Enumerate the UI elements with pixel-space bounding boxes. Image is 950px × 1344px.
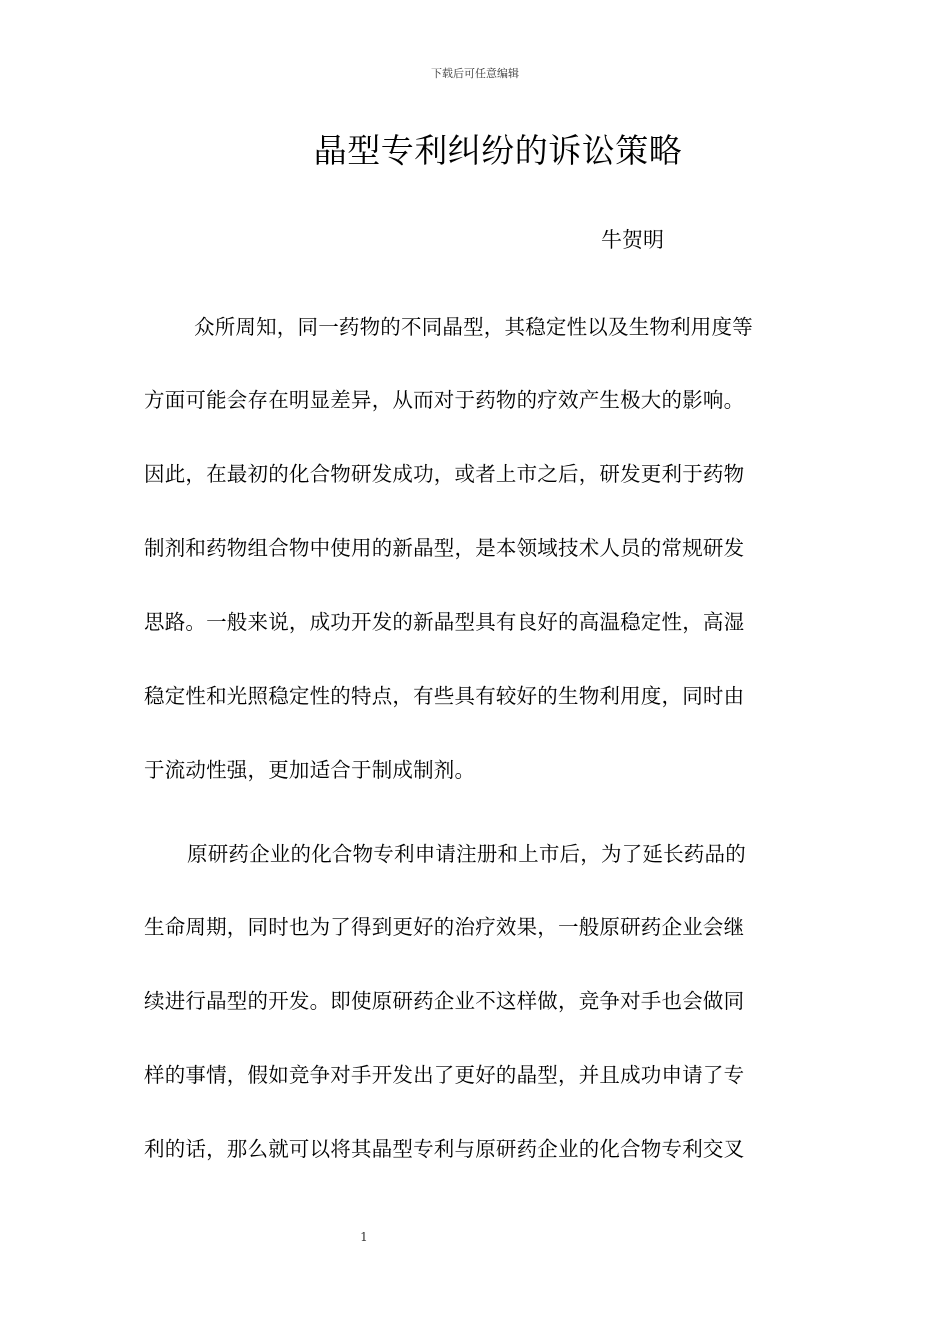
paragraph-2-line-4: 样的事情，假如竞争对手开发出了更好的晶型，并且成功申请了专 xyxy=(144,1063,745,1087)
paragraph-1-line-6: 稳定性和光照稳定性的特点，有些具有较好的生物利用度，同时由 xyxy=(144,684,745,708)
paragraph-1-line-2: 方面可能会存在明显差异，从而对于药物的疗效产生极大的影响。 xyxy=(144,388,745,412)
paragraph-1-line-5: 思路。一般来说，成功开发的新晶型具有良好的高温稳定性，高湿 xyxy=(144,610,745,634)
paragraph-1-line-7: 于流动性强，更加适合于制成制剂。 xyxy=(144,758,476,782)
document-title: 晶型专利纠纷的诉讼策略 xyxy=(313,131,683,170)
page-number: 1 xyxy=(360,1230,368,1244)
header-note: 下载后可任意编辑 xyxy=(431,67,519,80)
paragraph-2-line-1: 原研药企业的化合物专利申请注册和上市后，为了延长药品的 xyxy=(187,842,746,866)
paragraph-2-line-2: 生命周期，同时也为了得到更好的治疗效果，一般原研药企业会继 xyxy=(144,915,745,939)
author-name: 牛贺明 xyxy=(601,228,664,252)
paragraph-1-line-3: 因此，在最初的化合物研发成功，或者上市之后，研发更利于药物 xyxy=(144,462,745,486)
paragraph-2-line-3: 续进行晶型的开发。即使原研药企业不这样做，竞争对手也会做同 xyxy=(144,989,745,1013)
paragraph-2-line-5: 利的话，那么就可以将其晶型专利与原研药企业的化合物专利交叉 xyxy=(144,1137,745,1161)
paragraph-1-line-1: 众所周知，同一药物的不同晶型，其稳定性以及生物利用度等 xyxy=(194,315,753,339)
paragraph-1-line-4: 制剂和药物组合物中使用的新晶型，是本领域技术人员的常规研发 xyxy=(144,536,745,560)
